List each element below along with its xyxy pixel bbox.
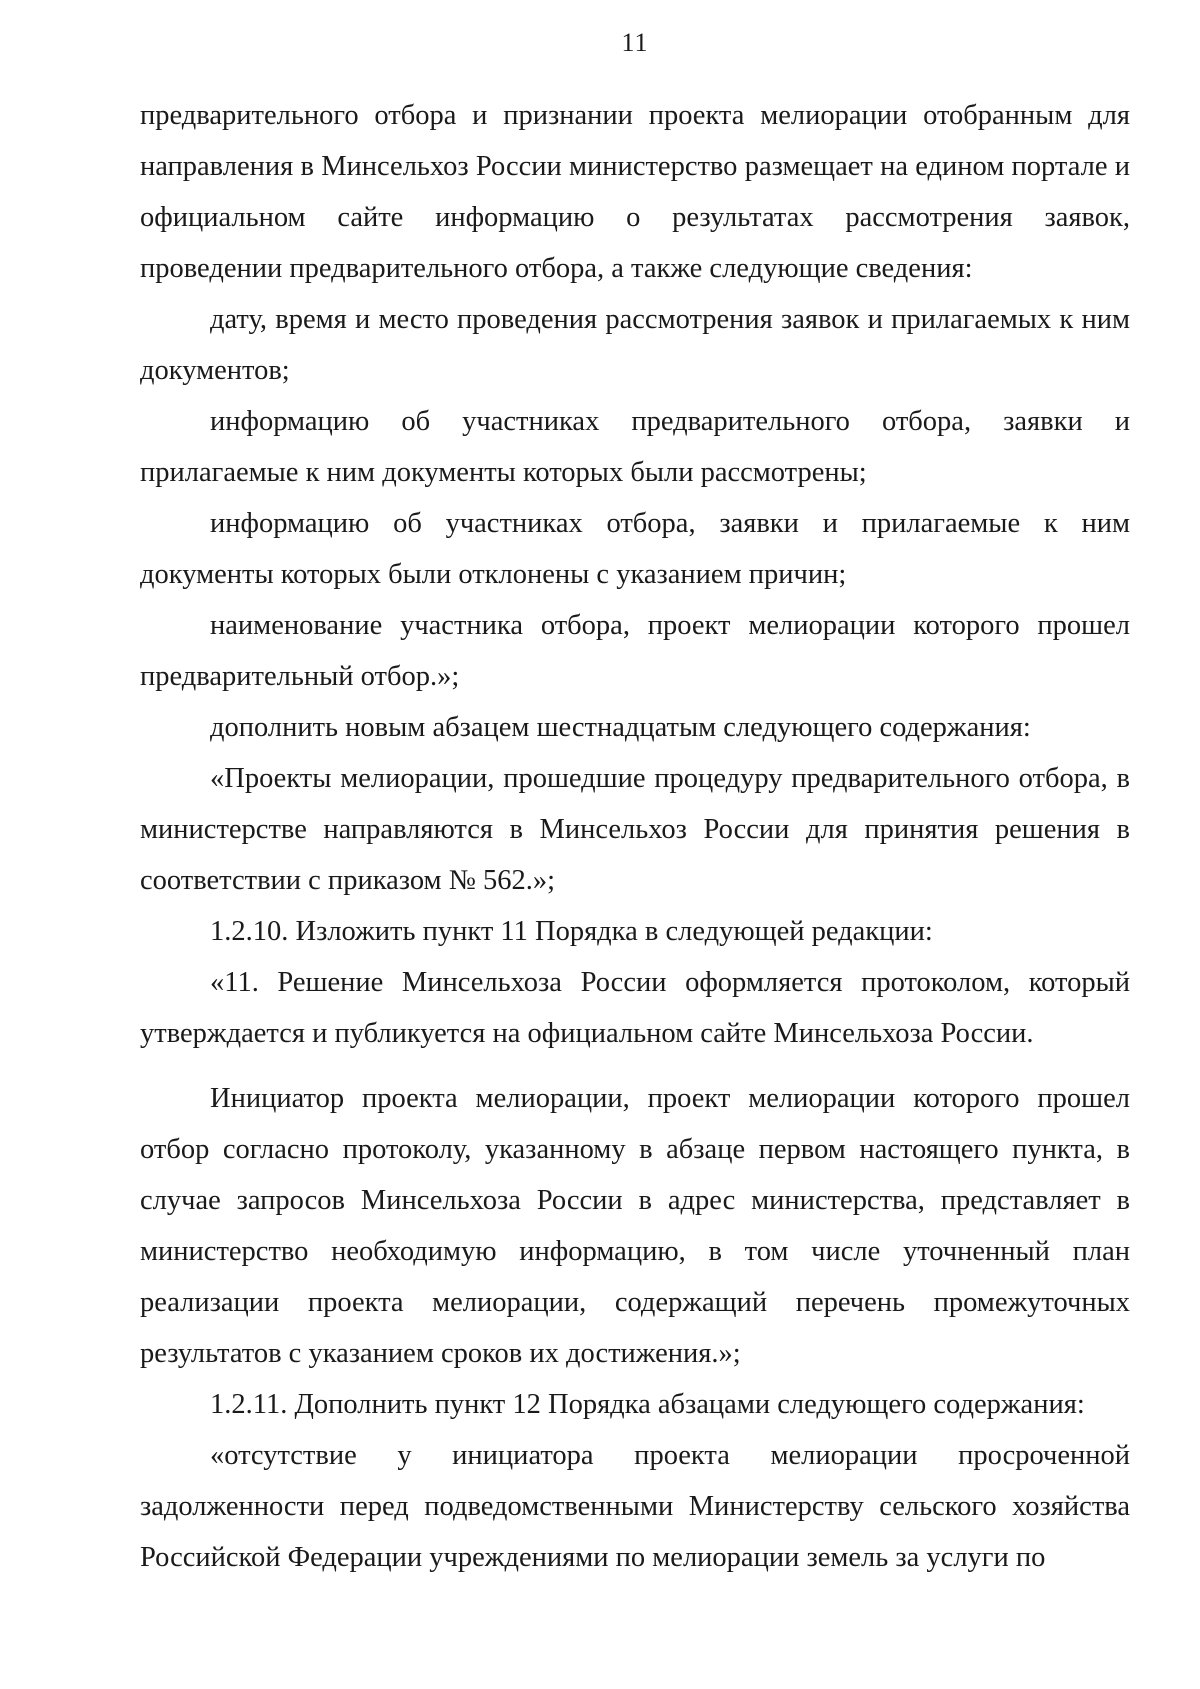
paragraph: «отсутствие у инициатора проекта мелиорации просроченной задолженности перед подведомственными Министерству сельского хозяйства Российской Федерации учреждениями по мелиорации земель за услуги по	[140, 1440, 1130, 1573]
paragraph: 1.2.11. Дополнить пункт 12 Порядка абзацами следующего содержания:	[210, 1389, 1085, 1420]
paragraph: предварительного отбора и признании проекта мелиорации отобранным для направления в Минсельхоз России министерство размещает на едином портале и официальном сайте информацию о результатах рассмотрения заявок, проведении предварительного отбора, а также следующие сведения:	[140, 100, 1130, 284]
paragraph: «11. Решение Минсельхоза России оформляется протоколом, который утверждается и публикуется на официальном сайте Минсельхоза России.	[140, 967, 1130, 1049]
paragraph: 1.2.10. Изложить пункт 11 Порядка в следующей редакции:	[210, 916, 933, 947]
paragraph: информацию об участниках предварительного отбора, заявки и прилагаемые к ним документы которых были рассмотрены;	[140, 406, 1130, 488]
paragraph: дополнить новым абзацем шестнадцатым следующего содержания:	[210, 712, 1031, 743]
paragraph: информацию об участниках отбора, заявки и прилагаемые к ним документы которых были отклонены с указанием причин;	[140, 508, 1130, 590]
page-number: 11	[621, 28, 649, 57]
document-body	[140, 90, 1130, 1583]
paragraph: «Проекты мелиорации, прошедшие процедуру предварительного отбора, в министерстве направляются в Минсельхоз России для принятия решения в соответствии с приказом № 562.»;	[140, 763, 1130, 896]
paragraph: дату, время и место проведения рассмотрения заявок и прилагаемых к ним документов;	[140, 304, 1130, 386]
paragraph: наименование участника отбора, проект мелиорации которого прошел предварительный отбор.»;	[140, 610, 1130, 692]
paragraph: Инициатор проекта мелиорации, проект мелиорации которого прошел отбор согласно протоколу, указанному в абзаце первом настоящего пункта, в случае запросов Минсельхоза России в адрес министерства, представляет в министерство необходимую информацию, в том числе уточненный план реализации проекта мелиорации, содержащий перечень промежуточных результатов с указанием сроков их достижения.»;	[140, 1083, 1130, 1369]
